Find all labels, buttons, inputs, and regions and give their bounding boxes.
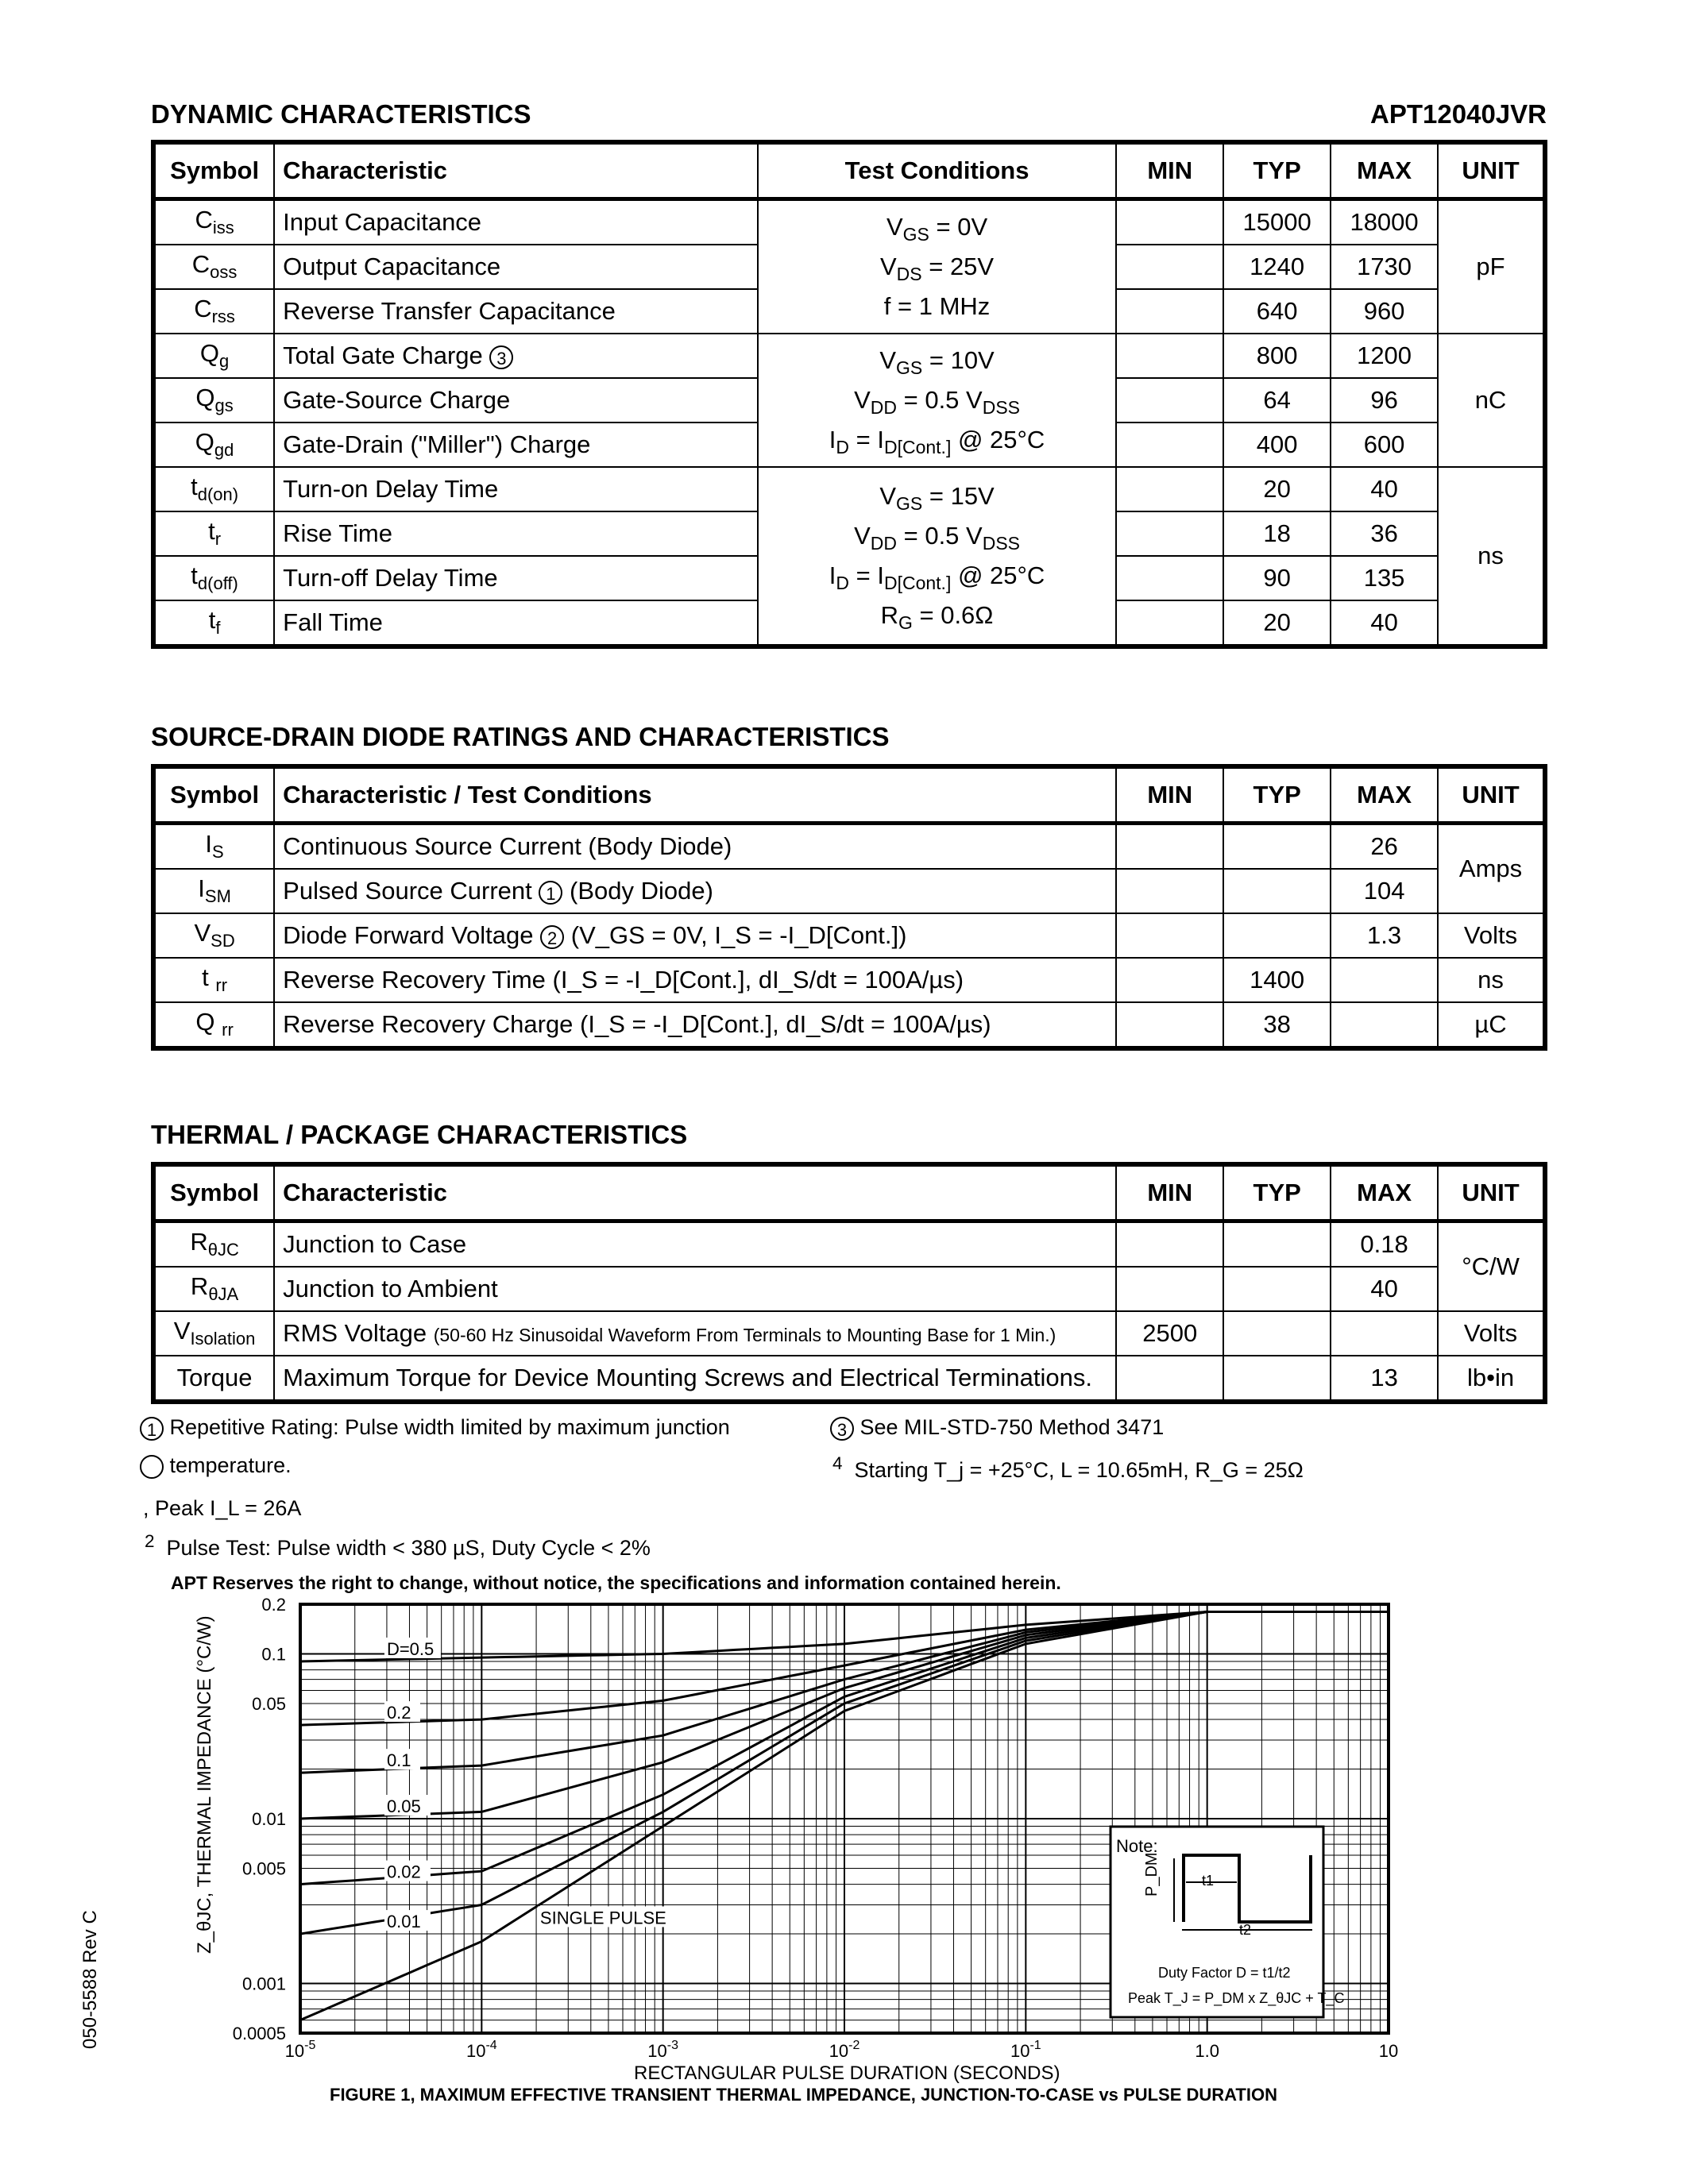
symbol: Q <box>195 384 215 412</box>
unit-cell: Volts <box>1438 913 1545 958</box>
max-cell: 18000 <box>1331 199 1438 245</box>
max-cell: 104 <box>1331 869 1438 913</box>
x-tick-label: 1.0 <box>1195 2041 1219 2061</box>
characteristic-cell: Reverse Recovery Time (I_S = -I_D[Cont.], dI_S/dt = 100A/µs) <box>274 958 1116 1002</box>
symbol-subscript: d(on) <box>197 484 239 505</box>
characteristic-text: Diode Forward Voltage <box>283 921 534 949</box>
characteristic-text: Pulsed Source Current <box>283 877 532 905</box>
max-cell: 96 <box>1331 378 1438 423</box>
characteristic-cell: Fall Time <box>274 600 758 646</box>
y-tick-label: 0.0005 <box>232 2024 286 2043</box>
y-tick-label: 0.001 <box>241 1974 286 1994</box>
symbol-subscript: g <box>219 351 230 372</box>
unit-cell: Volts <box>1438 1311 1545 1356</box>
header-symbol: Symbol <box>153 766 274 824</box>
inset-duty-factor: Duty Factor D = t1/t2 <box>1158 1965 1291 1981</box>
series-label: 0.05 <box>386 1796 421 1816</box>
x-tick-label: $10^{-2}$ <box>829 2039 860 2061</box>
part-number: APT12040JVR <box>1370 99 1547 129</box>
header-max: MAX <box>1331 1164 1438 1221</box>
symbol: t <box>191 561 198 590</box>
symbol-subscript: θJC <box>207 1240 239 1260</box>
chart-inset <box>1111 1827 1344 2017</box>
symbol: I <box>198 874 205 903</box>
symbol: C <box>191 250 211 279</box>
footnote-2: $^2$ Pulse Test: Pulse width < 380 µS, Duty Cycle < 2% <box>145 1531 651 1560</box>
header-max: MAX <box>1331 142 1438 199</box>
unit-cell: Amps <box>1438 824 1545 914</box>
note-1-icon: 1 <box>140 1417 164 1441</box>
unit-cell: µC <box>1438 1002 1545 1048</box>
header-characteristic: Characteristic / Test Conditions <box>274 766 1116 824</box>
symbol-subscript: gd <box>214 440 234 461</box>
test-conditions-gate-charge: $V_{GS} = 10V$ $V_{DD} = 0.5$ $V_{DSS}$ $I_D = I_{D[Cont.]}$ @ 25°C <box>758 334 1116 467</box>
typ-cell: 38 <box>1223 1002 1331 1048</box>
x-tick-label: $10^{-1}$ <box>1010 2039 1041 2061</box>
inset-t1-label: t1 <box>1202 1873 1215 1889</box>
symbol-subscript: f <box>215 618 221 639</box>
max-cell: 135 <box>1331 556 1438 600</box>
header-unit: UNIT <box>1438 142 1545 199</box>
symbol-subscript: rr <box>222 1020 234 1040</box>
symbol-subscript: Isolation <box>190 1329 256 1349</box>
dynamic-title: DYNAMIC CHARACTERISTICS <box>151 99 531 129</box>
chart-x-axis-label: RECTANGULAR PULSE DURATION (SECONDS) <box>634 2062 1060 2084</box>
symbol: t <box>202 963 209 992</box>
series-label: D=0.5 <box>386 1638 435 1659</box>
symbol-subscript: oss <box>210 262 238 283</box>
header-min: MIN <box>1116 766 1223 824</box>
symbol-subscript: iss <box>212 218 234 238</box>
characteristic-cell: Junction to Case <box>274 1221 1116 1268</box>
symbol: I <box>205 830 213 859</box>
max-cell: 0.18 <box>1331 1221 1438 1268</box>
header-typ: TYP <box>1223 766 1331 824</box>
document-code: 050-5588 Rev C <box>79 1910 101 2049</box>
symbol-subscript: θJA <box>208 1284 239 1305</box>
max-cell: 960 <box>1331 289 1438 334</box>
y-tick-label: 0.005 <box>241 1858 286 1879</box>
characteristic-cell: Junction to Ambient <box>274 1267 1116 1311</box>
characteristic-cell: Turn-off Delay Time <box>274 556 758 600</box>
note-2-icon: 2 <box>540 925 564 949</box>
unit-cell: nC <box>1438 334 1545 467</box>
inset-pdm-label: P_DM <box>1143 1852 1161 1897</box>
max-cell: 13 <box>1331 1356 1438 1402</box>
note-3-icon: 3 <box>489 345 513 369</box>
test-conditions-capacitance: $V_{GS} = 0V$ $V_{DS} = 25V$ f = 1 MHz <box>758 199 1116 334</box>
diode-title: SOURCE-DRAIN DIODE RATINGS AND CHARACTERISTICS <box>151 722 890 751</box>
symbol: V <box>173 1317 191 1345</box>
characteristic-cell: Reverse Recovery Charge (I_S = -I_D[Cont.], dI_S/dt = 100A/µs) <box>274 1002 1116 1048</box>
x-tick-label: 10 <box>1378 2041 1399 2061</box>
unit-cell: ns <box>1438 467 1545 646</box>
characteristic-text: Total Gate Charge <box>283 341 483 369</box>
header-characteristic: Characteristic <box>274 142 758 199</box>
header-unit: UNIT <box>1438 1164 1545 1221</box>
note-1-icon: 1 <box>539 881 562 905</box>
y-tick-label: 0.1 <box>261 1644 286 1665</box>
symbol: R <box>190 1228 208 1256</box>
typ-cell: 15000 <box>1223 199 1331 245</box>
symbol: t <box>208 517 215 546</box>
y-tick-label: 0.01 <box>252 1809 286 1829</box>
footnote-1-peak: , Peak I_L = 26A <box>143 1496 302 1520</box>
thermal-title: THERMAL / PACKAGE CHARACTERISTICS <box>151 1120 688 1149</box>
y-tick-label: 0.05 <box>252 1693 286 1714</box>
x-tick-label: $10^{-5}$ <box>284 2039 316 2061</box>
disclaimer: APT Reserves the right to change, without notice, the specifications and information contained herein. <box>171 1572 1061 1593</box>
series-label: 0.1 <box>386 1750 411 1771</box>
footnote-1-text-cont: temperature. <box>169 1453 292 1477</box>
symbol-subscript: d(off) <box>197 573 238 594</box>
header-typ: TYP <box>1223 142 1331 199</box>
characteristic-cell: Gate-Source Charge <box>274 378 758 423</box>
chart-y-axis-label: Z_θJC, THERMAL IMPEDANCE (°C/W) <box>194 1615 215 1954</box>
footnote-3-text: See MIL-STD-750 Method 3471 <box>859 1415 1165 1439</box>
symbol: Q <box>199 339 220 368</box>
series-label: SINGLE PULSE <box>539 1908 666 1928</box>
characteristic-cell: Rise Time <box>274 511 758 556</box>
typ-cell: 90 <box>1223 556 1331 600</box>
typ-cell: 800 <box>1223 334 1331 378</box>
header-min: MIN <box>1116 1164 1223 1221</box>
symbol: t <box>208 606 216 635</box>
typ-cell: 1400 <box>1223 958 1331 1002</box>
characteristic-cell: Turn-on Delay Time <box>274 467 758 511</box>
min-cell: 2500 <box>1116 1311 1223 1356</box>
header-min: MIN <box>1116 142 1223 199</box>
header-symbol: Symbol <box>153 1164 274 1221</box>
max-cell: 1.3 <box>1331 913 1438 958</box>
unit-cell: °C/W <box>1438 1221 1545 1312</box>
symbol: C <box>195 206 213 234</box>
characteristic-cell: Reverse Transfer Capacitance <box>274 289 758 334</box>
max-cell: 36 <box>1331 511 1438 556</box>
unit-cell: ns <box>1438 958 1545 1002</box>
typ-cell: 20 <box>1223 600 1331 646</box>
symbol-subscript: S <box>212 842 224 862</box>
y-tick-label: 0.2 <box>261 1595 286 1615</box>
max-cell: 1730 <box>1331 245 1438 289</box>
max-cell: 40 <box>1331 467 1438 511</box>
characteristic-detail: (50-60 Hz Sinusoidal Waveform From Terminals to Mounting Base for 1 Min.) <box>433 1325 1056 1345</box>
symbol-subscript: r <box>214 529 222 550</box>
note-3-icon: 3 <box>830 1417 854 1441</box>
footnote-1-text: Repetitive Rating: Pulse width limited by maximum junction <box>169 1415 730 1439</box>
series-label: 0.02 <box>386 1862 421 1882</box>
x-tick-label: $10^{-3}$ <box>647 2039 679 2061</box>
characteristic-cell: Input Capacitance <box>274 199 758 245</box>
characteristic-cell: Continuous Source Current (Body Diode) <box>274 824 1116 870</box>
symbol-subscript: SM <box>204 886 231 907</box>
header-characteristic: Characteristic <box>274 1164 1116 1221</box>
chart-title: FIGURE 1, MAXIMUM EFFECTIVE TRANSIENT THERMAL IMPEDANCE, JUNCTION-TO-CASE vs PULSE DURATION <box>330 2085 1277 2105</box>
symbol: C <box>194 295 212 323</box>
test-conditions-switching: $V_{GS} = 15V$ $V_{DD} = 0.5$ $V_{DSS}$ $I_D = I_{D[Cont.]}$ @ 25°C $R_G = 0.6\Omega$ <box>758 467 1116 646</box>
header-symbol: Symbol <box>153 142 274 199</box>
series-label: 0.2 <box>386 1703 411 1723</box>
footnote-4-text: Starting T_j = +25°C, L = 10.65mH, R_G = 25Ω <box>854 1458 1304 1482</box>
footnote-4: $^4$ Starting T_j = +25°C, L = 10.65mH, R_G = 25Ω <box>832 1453 1304 1482</box>
max-cell: 40 <box>1331 1267 1438 1311</box>
symbol-subscript: rr <box>215 975 228 996</box>
header-typ: TYP <box>1223 1164 1331 1221</box>
characteristic-cell: Output Capacitance <box>274 245 758 289</box>
typ-cell: 20 <box>1223 467 1331 511</box>
symbol-subscript: gs <box>214 396 234 416</box>
header-max: MAX <box>1331 766 1438 824</box>
typ-cell: 1240 <box>1223 245 1331 289</box>
characteristic-suffix: (Body Diode) <box>570 877 713 905</box>
characteristic-suffix: (V_GS = 0V, I_S = -I_D[Cont.]) <box>570 921 907 949</box>
characteristic-cell: Maximum Torque for Device Mounting Screws and Electrical Terminations. <box>274 1356 1116 1402</box>
symbol: V <box>194 919 211 947</box>
symbol-subscript: rss <box>211 307 235 327</box>
symbol: R <box>190 1272 209 1301</box>
typ-cell: 64 <box>1223 378 1331 423</box>
characteristic-text: RMS Voltage <box>283 1319 427 1347</box>
max-cell: 26 <box>1331 824 1438 870</box>
max-cell: 600 <box>1331 423 1438 467</box>
max-cell: 1200 <box>1331 334 1438 378</box>
inset-t2-label: t2 <box>1239 1922 1252 1938</box>
series-label: 0.01 <box>386 1912 421 1932</box>
typ-cell: 400 <box>1223 423 1331 467</box>
max-cell: 40 <box>1331 600 1438 646</box>
inset-peak-formula: Peak T_J = P_DM x Z_θJC + T_C <box>1128 1990 1345 2006</box>
x-tick-label: $10^{-4}$ <box>465 2039 497 2061</box>
inset-note-label: Note: <box>1116 1836 1158 1856</box>
symbol: Q <box>195 1008 215 1036</box>
symbol: Q <box>195 428 214 457</box>
header-test-conditions: Test Conditions <box>758 142 1116 199</box>
header-unit: UNIT <box>1438 766 1545 824</box>
symbol: t <box>191 473 198 501</box>
symbol-subscript: SD <box>211 931 235 951</box>
typ-cell: 640 <box>1223 289 1331 334</box>
footnote-2-text: Pulse Test: Pulse width < 380 µS, Duty Cycle < 2% <box>166 1536 651 1560</box>
symbol-cell: Torque <box>153 1356 274 1402</box>
unit-cell: lb•in <box>1438 1356 1545 1402</box>
unit-cell: pF <box>1438 199 1545 334</box>
typ-cell: 18 <box>1223 511 1331 556</box>
characteristic-cell: Gate-Drain ("Miller") Charge <box>274 423 758 467</box>
